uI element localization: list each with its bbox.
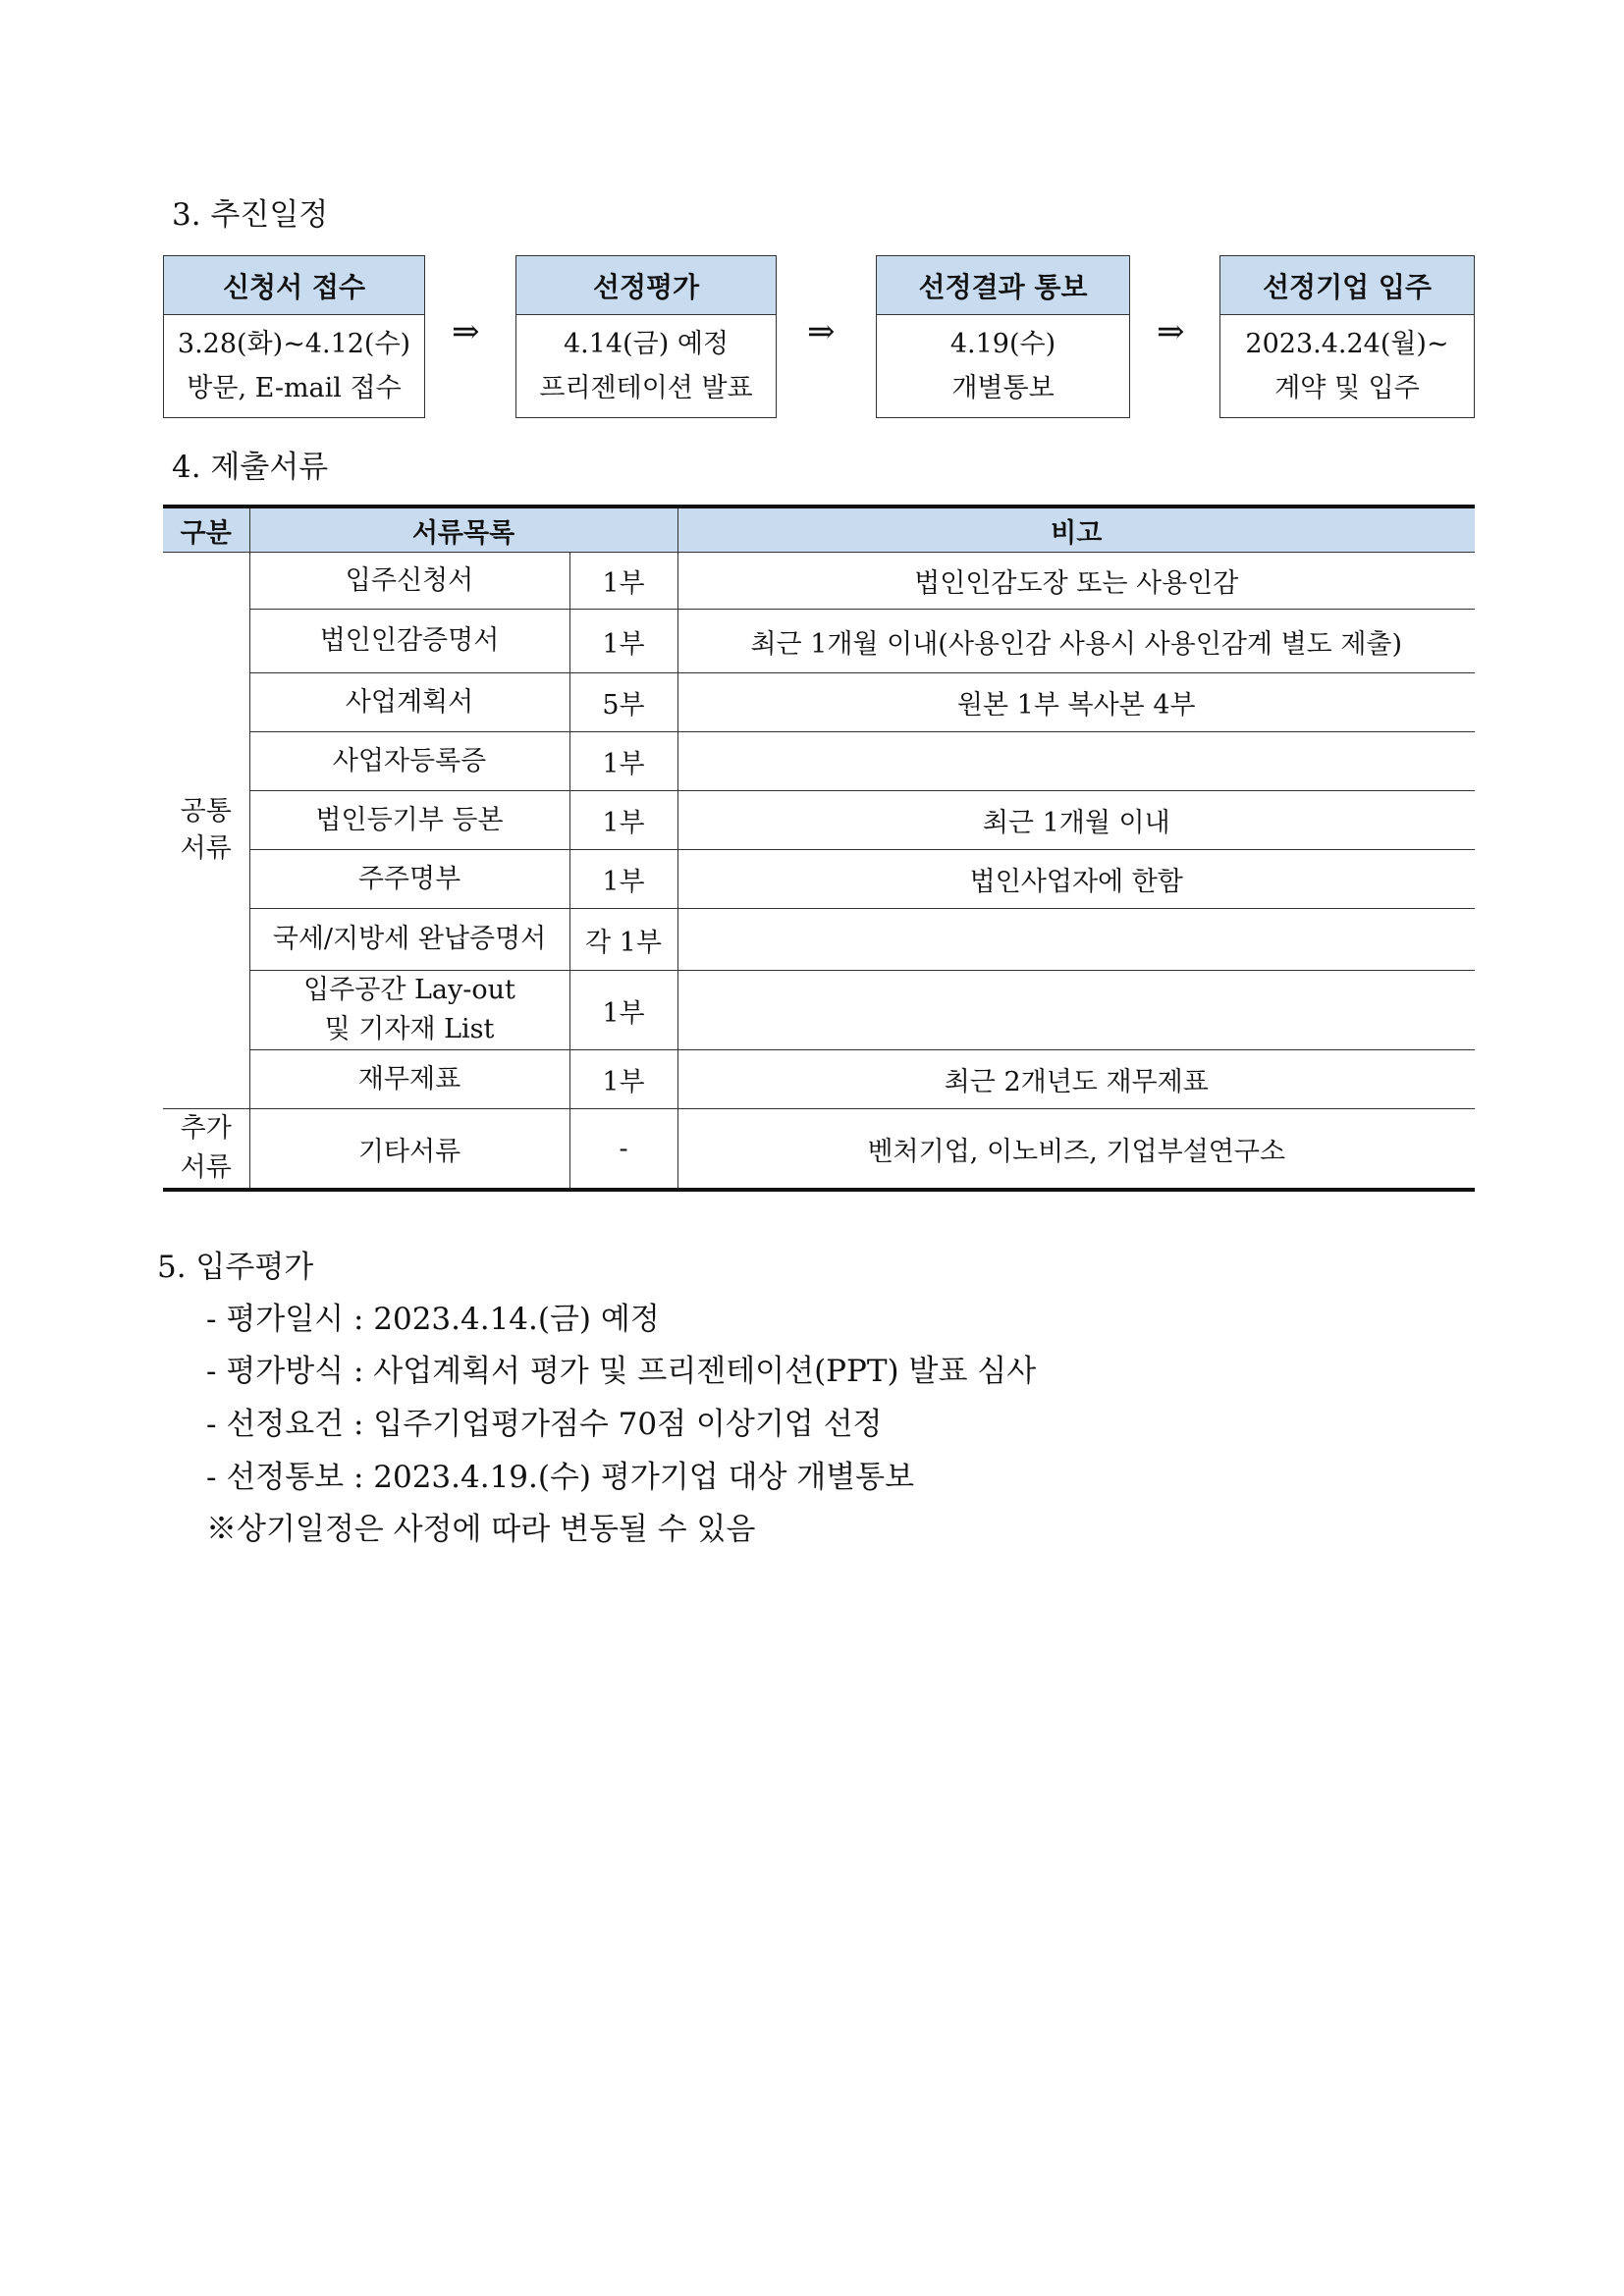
step-date: 3.28(화)~4.12(수) [177, 329, 411, 359]
step-desc: 프리젠테이션 발표 [539, 373, 753, 403]
document-name: 국세/지방세 완납증명서 [249, 909, 569, 971]
evaluation-title: 5. 입주평가 [157, 1250, 314, 1285]
document-note [677, 909, 1475, 971]
step-date: 2023.4.24(월)~ [1245, 329, 1449, 359]
table-row [163, 553, 1475, 610]
document-note: 최근 2개년도 재무제표 [677, 1050, 1475, 1109]
document-count: 1부 [569, 610, 677, 673]
step-header: 선정결과 통보 [877, 256, 1129, 315]
step-desc: 계약 및 입주 [1274, 373, 1420, 403]
documents-title: 4. 제출서류 [172, 450, 329, 485]
table-row [163, 1050, 1475, 1109]
document-count: 각 1부 [569, 909, 677, 971]
arrow-icon: ⇒ [1157, 312, 1185, 351]
table-row [163, 971, 1475, 1050]
schedule-title: 3. 추진일정 [172, 197, 329, 233]
table-row [163, 610, 1475, 673]
evaluation-item: - 평가일시 : 2023.4.14.(금) 예정 [206, 1302, 660, 1337]
arrow-icon: ⇒ [807, 312, 836, 351]
category-common: 공통 서류 [163, 553, 249, 1109]
table-row [163, 673, 1475, 732]
table-row [163, 850, 1475, 909]
document-name: 사업계획서 [249, 673, 569, 732]
schedule-step [876, 255, 1130, 418]
evaluation-item: - 평가방식 : 사업계획서 평가 및 프리젠테이션(PPT) 발표 심사 [206, 1354, 1037, 1389]
document-count: 1부 [569, 850, 677, 909]
step-header: 선정기업 입주 [1220, 256, 1474, 315]
document-note: 벤처기업, 이노비즈, 기업부설연구소 [677, 1109, 1475, 1191]
schedule-step [1219, 255, 1475, 418]
schedule-step [515, 255, 777, 418]
document-note: 법인인감도장 또는 사용인감 [677, 553, 1475, 610]
evaluation-item: - 선정통보 : 2023.4.19.(수) 평가기업 대상 개별통보 [206, 1460, 915, 1495]
document-count: 1부 [569, 791, 677, 850]
documents-table [163, 505, 1475, 1192]
document-name: 주주명부 [249, 850, 569, 909]
header-note: 비고 [677, 507, 1475, 553]
step-date: 4.14(금) 예정 [563, 329, 729, 359]
schedule-step [163, 255, 425, 418]
document-name: 재무제표 [249, 1050, 569, 1109]
document-name: 법인인감증명서 [249, 610, 569, 673]
evaluation-item: - 선정요건 : 입주기업평가점수 70점 이상기업 선정 [206, 1407, 883, 1442]
document-note: 법인사업자에 한함 [677, 850, 1475, 909]
document-name: 법인등기부 등본 [249, 791, 569, 850]
step-desc: 방문, E-mail 접수 [187, 373, 402, 403]
document-count: 5부 [569, 673, 677, 732]
document-count: 1부 [569, 1050, 677, 1109]
evaluation-note: ※상기일정은 사정에 따라 변동될 수 있음 [206, 1512, 756, 1547]
category-extra: 추가 서류 [163, 1109, 249, 1191]
document-name: 입주공간 Lay-out 및 기자재 List [249, 971, 569, 1050]
table-row [163, 909, 1475, 971]
document-note: 원본 1부 복사본 4부 [677, 673, 1475, 732]
document-name: 입주신청서 [249, 553, 569, 610]
table-row [163, 791, 1475, 850]
document-count: - [569, 1109, 677, 1191]
document-count: 1부 [569, 553, 677, 610]
document-name: 사업자등록증 [249, 732, 569, 791]
document-note [677, 971, 1475, 1050]
table-row [163, 1109, 1475, 1191]
document-note: 최근 1개월 이내 [677, 791, 1475, 850]
document-note [677, 732, 1475, 791]
step-date: 4.19(수) [949, 329, 1056, 359]
document-count: 1부 [569, 971, 677, 1050]
header-category: 구분 [163, 507, 249, 553]
table-row [163, 732, 1475, 791]
arrow-icon: ⇒ [452, 312, 480, 351]
document-count: 1부 [569, 732, 677, 791]
document-note: 최근 1개월 이내(사용인감 사용시 사용인감계 별도 제출) [677, 610, 1475, 673]
header-list: 서류목록 [249, 507, 677, 553]
step-header: 선정평가 [516, 256, 776, 315]
step-desc: 개별통보 [951, 373, 1055, 403]
document-name: 기타서류 [249, 1109, 569, 1191]
step-header: 신청서 접수 [164, 256, 424, 315]
